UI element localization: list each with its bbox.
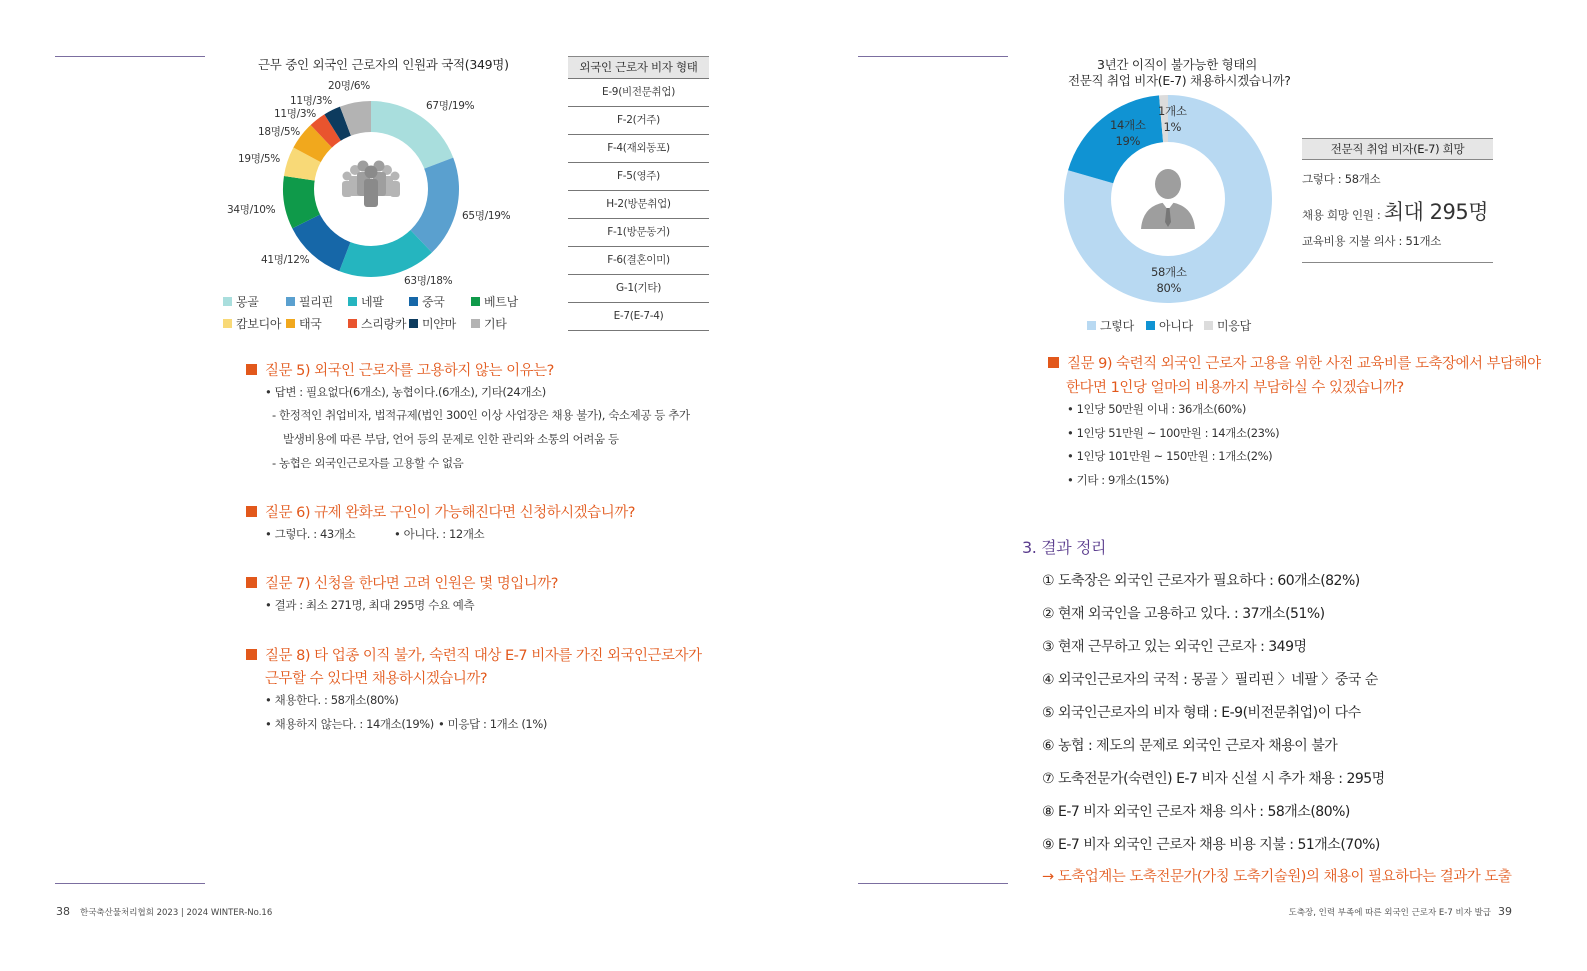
results-conclusion: → 도축업계는 도축전문가(가칭 도축기술원)의 채용이 필요하다는 결과가 도출	[1042, 869, 1512, 885]
question-9-item: • 기타 : 9개소(15%)	[1067, 473, 1169, 487]
question-6-yes: • 그렇다. : 43개소	[265, 527, 356, 541]
question-6-no: • 아니다. : 12개소	[394, 527, 485, 541]
e7-slice-label-noanswer	[1158, 103, 1187, 135]
e7-noanswer-count: 1개소	[1158, 104, 1187, 118]
question-9-title: 질문 9) 숙련직 외국인 근로자 고용을 위한 사전 교육비를 도축장에서 부담해야	[1048, 352, 1541, 373]
result-item-3: ③ 현재 근무하고 있는 외국인 근로자 : 349명	[1042, 639, 1307, 655]
legend-thailand: 태국	[286, 315, 322, 332]
visa-row: F-4(재외동포)	[568, 135, 709, 163]
legend-yes: 그렇다	[1087, 317, 1134, 334]
question-9-item: • 1인당 50만원 이내 : 36개소(60%)	[1067, 402, 1246, 416]
question-8-title-cont: 근무할 수 있다면 채용하시겠습니까?	[265, 671, 488, 687]
e7-chart-title-1: 3년간 이직이 불가능한 형태의	[1097, 57, 1257, 72]
result-item-8: ⑧ E-7 비자 외국인 근로자 채용 의사 : 58개소(80%)	[1042, 804, 1350, 820]
legend-other: 기타	[471, 315, 507, 332]
result-item-1: ① 도축장은 외국인 근로자가 필요하다 : 60개소(82%)	[1042, 573, 1360, 589]
legend-nepal: 네팔	[348, 293, 384, 310]
bullet-square-icon	[246, 364, 257, 375]
question-7-title: 질문 7) 신청을 한다면 고려 인원은 몇 명입니까?	[246, 572, 558, 593]
legend-vietnam: 베트남	[471, 293, 518, 310]
question-9-item: • 1인당 51만원 ~ 100만원 : 14개소(23%)	[1067, 426, 1280, 440]
bottom-rule-right	[858, 883, 1008, 884]
visa-table-header: 외국인 근로자 비자 형태	[568, 56, 709, 79]
slice-label-vietnam: 34명/10%	[227, 204, 276, 216]
e7-yes-pct: 80%	[1156, 281, 1182, 295]
legend-no: 아니다	[1146, 317, 1193, 334]
question-5-detail-3: - 농협은 외국인근로자를 고용할 수 없음	[272, 456, 464, 470]
question-9-title-cont: 한다면 1인당 얼마의 비용까지 부담하실 수 있겠습니까?	[1066, 380, 1404, 396]
result-item-9: ⑨ E-7 비자 외국인 근로자 채용 비용 지불 : 51개소(70%)	[1042, 837, 1380, 853]
result-item-7: ⑦ 도축전문가(숙련인) E-7 비자 신설 시 추가 채용 : 295명	[1042, 771, 1385, 787]
e7-hope-panel	[1302, 138, 1493, 263]
question-5-answer: • 답변 : 필요없다(6개소), 농협이다.(6개소), 기타(24개소)	[265, 385, 546, 399]
question-7-result: • 결과 : 최소 271명, 최대 295명 수요 예측	[265, 598, 475, 612]
slice-label-philippines: 65명/19%	[462, 210, 511, 222]
bullet-square-icon	[246, 649, 257, 660]
visa-row: F-2(거주)	[568, 107, 709, 135]
top-rule-right	[858, 56, 1008, 57]
e7-chart-title-2: 전문직 취업 비자(E-7) 채용하시겠습니까?	[1068, 73, 1291, 88]
visa-row: H-2(방문취업)	[568, 191, 709, 219]
question-5-detail-2: 발생비용에 따른 부담, 언어 등의 문제로 인한 관리와 소통의 어려움 등	[283, 432, 619, 446]
result-item-6: ⑥ 농협 : 제도의 문제로 외국인 근로자 채용이 불가	[1042, 738, 1338, 754]
legend-no-answer: 미응답	[1204, 317, 1251, 334]
result-item-2: ② 현재 외국인을 고용하고 있다. : 37개소(51%)	[1042, 606, 1325, 622]
question-8-title: 질문 8) 타 업종 이직 불가, 숙련직 대상 E-7 비자를 가진 외국인근로자가	[246, 644, 702, 665]
e7-panel-yes: 그렇다 : 58개소	[1302, 172, 1381, 186]
e7-no-pct: 19%	[1115, 134, 1141, 148]
slice-label-mongolia: 67명/19%	[426, 100, 475, 112]
slice-label-myanmar: 11명/3%	[290, 95, 332, 107]
question-8-hire: • 채용한다. : 58개소(80%)	[265, 693, 399, 707]
e7-panel-header: 전문직 취업 비자(E-7) 희망	[1302, 138, 1493, 160]
slice-label-nepal: 63명/18%	[404, 275, 453, 287]
page-number-left: 38	[56, 905, 70, 918]
visa-row: G-1(기타)	[568, 275, 709, 303]
slice-label-srilanka: 11명/3%	[274, 108, 316, 120]
e7-no-count: 14개소	[1110, 118, 1146, 132]
question-8-no-answer: • 미응답 : 1개소 (1%)	[438, 717, 547, 731]
legend-myanmar: 미얀마	[409, 315, 456, 332]
nationality-chart-title: 근무 중인 외국인 근로자의 인원과 국적(349명)	[258, 57, 509, 72]
slice-label-cambodia: 19명/5%	[238, 153, 280, 165]
visa-row: F-1(방문동거)	[568, 219, 709, 247]
footer-right-text: 도축장, 인력 부족에 따른 외국인 근로자 E-7 비자 발급	[1288, 908, 1491, 918]
bottom-rule-left	[55, 883, 205, 884]
e7-yes-count: 58개소	[1151, 265, 1187, 279]
visa-row: F-5(영주)	[568, 163, 709, 191]
top-rule-left	[55, 56, 205, 57]
visa-row: F-6(결혼이미)	[568, 247, 709, 275]
bullet-square-icon	[246, 506, 257, 517]
question-8-not-hire: • 채용하지 않는다. : 14개소(19%)	[265, 717, 434, 731]
results-section-title: 3. 결과 정리	[1022, 538, 1107, 557]
footer-left-text: 한국축산물처리협회 2023 | 2024 WINTER-No.16	[80, 908, 273, 918]
legend-mongolia: 몽골	[223, 293, 259, 310]
slice-label-other: 20명/6%	[328, 80, 370, 92]
question-5-title: 질문 5) 외국인 근로자를 고용하지 않는 이유는?	[246, 359, 554, 380]
e7-hire-count-value: 최대 295명	[1383, 200, 1488, 224]
e7-noanswer-pct: 1%	[1163, 120, 1182, 134]
page-number-right: 39	[1498, 905, 1512, 918]
question-9-item: • 1인당 101만원 ~ 150만원 : 1개소(2%)	[1067, 449, 1273, 463]
slice-label-china: 41명/12%	[261, 254, 310, 266]
e7-slice-label-no	[1110, 117, 1146, 149]
legend-china: 중국	[409, 293, 445, 310]
bullet-square-icon	[1048, 357, 1059, 368]
e7-panel-education: 교육비용 지불 의사 : 51개소	[1302, 233, 1493, 263]
visa-row: E-9(비전문취업)	[568, 79, 709, 107]
result-item-4: ④ 외국인근로자의 국적 : 몽골 〉필리핀 〉네팔 〉중국 순	[1042, 672, 1378, 688]
legend-srilanka: 스리랑카	[348, 315, 406, 332]
legend-philippines: 필리핀	[286, 293, 333, 310]
legend-cambodia: 캄보디아	[223, 315, 281, 332]
question-6-title: 질문 6) 규제 완화로 구인이 가능해진다면 신청하시겠습니까?	[246, 501, 635, 522]
visa-row: E-7(E-7-4)	[568, 303, 709, 331]
slice-label-thailand: 18명/5%	[258, 126, 300, 138]
e7-hire-count-label: 채용 희망 인원 :	[1302, 208, 1384, 222]
e7-slice-label-yes	[1151, 264, 1187, 296]
result-item-5: ⑤ 외국인근로자의 비자 형태 : E-9(비전문취업)이 다수	[1042, 705, 1361, 721]
e7-panel-hire-count	[1302, 196, 1493, 226]
bullet-square-icon	[246, 577, 257, 588]
question-5-detail-1: - 한정적인 취업비자, 법적규제(법인 300인 이상 사업장은 채용 불가), 숙소제공 등 추가	[272, 408, 690, 422]
visa-type-table	[568, 56, 709, 331]
